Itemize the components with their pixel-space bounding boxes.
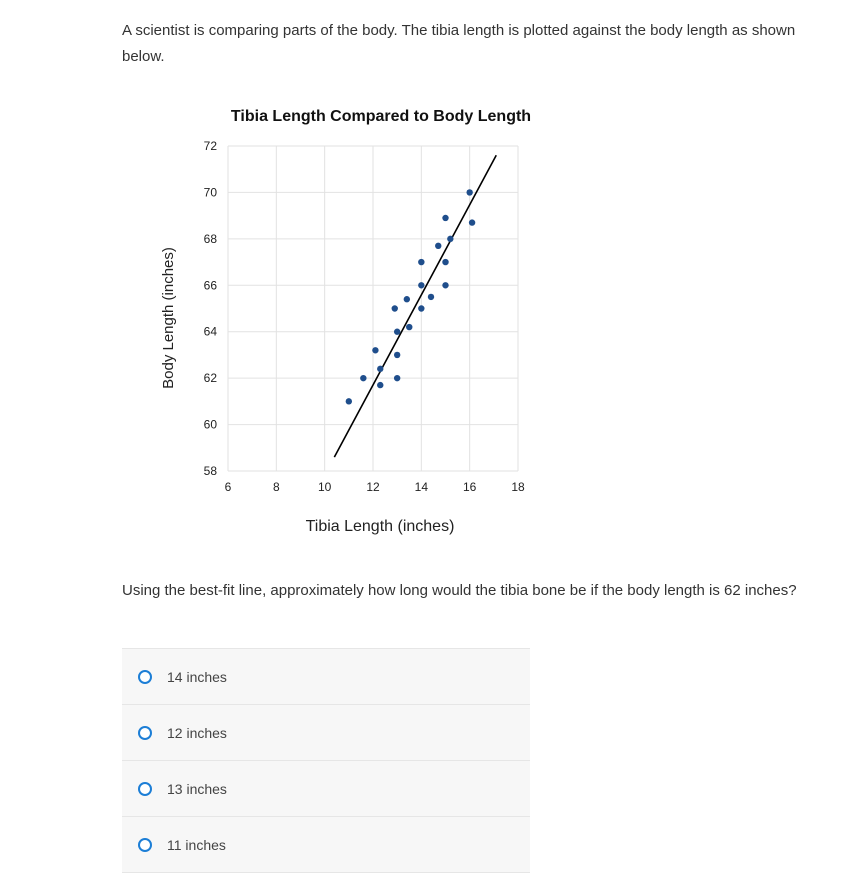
chart-svg [150, 95, 550, 545]
answer-choices [122, 648, 530, 873]
scatter-chart [150, 95, 550, 545]
data-point [360, 375, 366, 381]
radio-button[interactable] [138, 670, 152, 684]
choice-option[interactable] [122, 705, 530, 761]
x-tick-label: 10 [317, 480, 332, 494]
intro-text: A scientist is comparing parts of the body. The tibia length is plotted against the body length as shown below. [122, 22, 796, 65]
data-point [442, 215, 448, 221]
choice-label: 13 inches [167, 780, 227, 797]
data-point [442, 282, 448, 288]
choice-label: 14 inches [167, 668, 227, 685]
data-point [428, 294, 434, 300]
choice-option[interactable] [122, 761, 530, 817]
data-point [466, 189, 472, 195]
y-tick-label: 66 [203, 278, 217, 293]
best-fit-line [334, 155, 496, 457]
y-tick-label: 58 [203, 464, 217, 478]
data-point [377, 366, 383, 372]
y-tick-label: 64 [203, 324, 217, 339]
data-point [447, 236, 453, 242]
y-tick-label: 62 [203, 371, 217, 386]
data-point [394, 375, 400, 381]
data-point [394, 352, 400, 358]
x-tick-label: 16 [462, 480, 477, 494]
choice-label: 12 inches [167, 724, 227, 741]
choice-option[interactable] [122, 817, 530, 873]
data-point [469, 219, 475, 225]
data-point [404, 296, 410, 302]
data-point [435, 243, 441, 249]
y-tick-label: 68 [203, 231, 217, 246]
question-text: Using the best-fit line, approximately how long would the tibia bone be if the body length is 62 inches? [122, 582, 797, 599]
radio-button[interactable] [138, 838, 152, 852]
x-tick-label: 14 [414, 480, 429, 494]
data-point [442, 259, 448, 265]
choice-option[interactable] [122, 649, 530, 705]
x-axis-label: Tibia Length (inches) [305, 518, 455, 535]
data-point [418, 259, 424, 265]
data-point [377, 382, 383, 388]
x-tick-label: 18 [511, 480, 525, 494]
data-point [346, 398, 352, 404]
radio-button[interactable] [138, 782, 152, 796]
data-point [418, 305, 424, 311]
data-point [392, 305, 398, 311]
choice-label: 11 inches [167, 836, 226, 853]
y-axis-label: Body Length (inches) [160, 247, 177, 389]
data-point [418, 282, 424, 288]
x-tick-label: 6 [224, 480, 232, 494]
radio-button[interactable] [138, 726, 152, 740]
data-point [394, 329, 400, 335]
y-tick-label: 60 [203, 417, 217, 432]
data-point [372, 347, 378, 353]
chart-title: Tibia Length Compared to Body Length [230, 108, 532, 125]
x-tick-label: 12 [366, 480, 380, 494]
data-point [406, 324, 412, 330]
data-points [346, 189, 476, 404]
best-fit-line-group [334, 155, 496, 457]
y-tick-label: 70 [203, 185, 217, 200]
x-tick-label: 8 [272, 480, 280, 494]
y-tick-label: 72 [203, 139, 217, 153]
